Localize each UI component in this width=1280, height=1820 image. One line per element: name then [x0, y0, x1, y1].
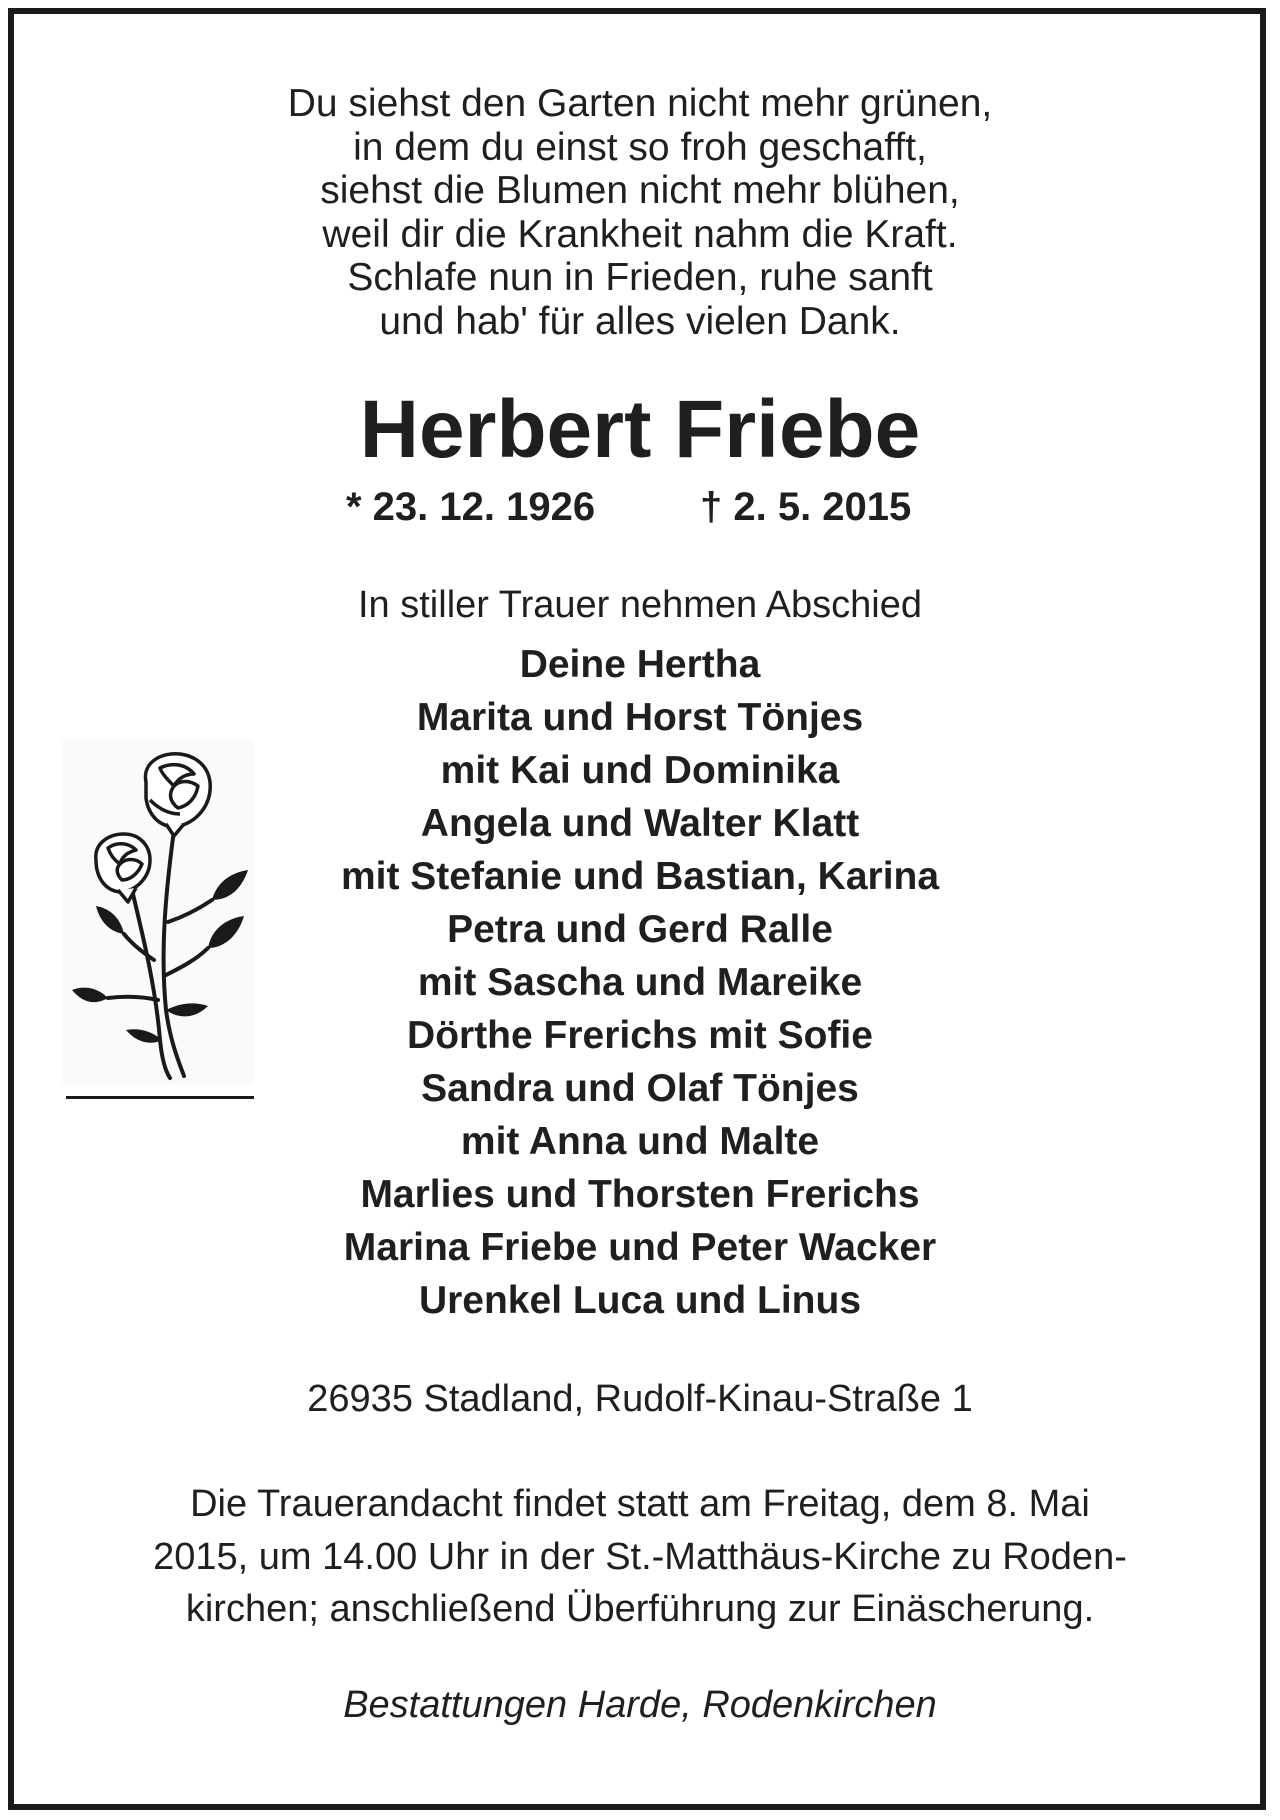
mourner-entry: Angela und Walter Klatt	[420, 802, 860, 845]
mourner-entry: Sandra und Olaf Tönjes	[421, 1067, 859, 1110]
service-line: Die Trauerandacht findet statt am Freitag, dem 8. Mai	[190, 1483, 1090, 1525]
service-line: 2015, um 14.00 Uhr in der St.-Matthäus-Kirche zu Roden-	[153, 1535, 1127, 1578]
life-dates	[0, 482, 1280, 532]
mourner-entry: Deine Hertha	[519, 643, 761, 686]
mourner-entry: Petra und Gerd Ralle	[447, 908, 833, 951]
service-line: kirchen; anschließend Überführung zur Einäscherung.	[185, 1588, 1095, 1630]
deceased-name: Herbert Friebe	[359, 384, 921, 475]
death-date: † 2. 5. 2015	[700, 485, 912, 529]
birth-date: * 23. 12. 1926	[346, 485, 596, 529]
poem-line: und hab' für alles vielen Dank.	[379, 299, 901, 343]
poem-line: Du siehst den Garten nicht mehr grünen,	[287, 82, 993, 125]
mourner-entry: mit Kai und Dominika	[440, 749, 840, 792]
mourner-entry: Dörthe Frerichs mit Sofie	[407, 1014, 873, 1057]
poem-line: in dem du einst so froh geschafft,	[353, 125, 927, 169]
mourner-entry: mit Stefanie und Bastian, Karina	[340, 855, 940, 898]
family-address: 26935 Stadland, Rudolf-Kinau-Straße 1	[307, 1378, 973, 1420]
rose-divider	[66, 1096, 254, 1099]
poem	[0, 82, 1280, 344]
poem-line: siehst die Blumen nicht mehr blühen,	[320, 169, 960, 213]
mourner-entry: mit Anna und Malte	[460, 1120, 820, 1163]
mourner-entry: Urenkel Luca und Linus	[418, 1279, 862, 1322]
poem-line: Schlafe nun in Frieden, ruhe sanft	[347, 256, 933, 300]
mourner-entry: Marina Friebe und Peter Wacker	[343, 1226, 937, 1269]
mourning-intro: In stiller Trauer nehmen Abschied	[358, 584, 922, 626]
mourner-entry: Marita und Horst Tönjes	[416, 696, 864, 739]
undertaker-credit: Bestattungen Harde, Rodenkirchen	[343, 1684, 937, 1726]
memorial-service-notice	[0, 1478, 1280, 1636]
rose-icon	[62, 740, 254, 1084]
poem-line: weil dir die Krankheit nahm die Kraft.	[322, 212, 958, 256]
mourner-entry: Marlies und Thorsten Frerichs	[360, 1173, 920, 1216]
mourner-entry: mit Sascha und Mareike	[417, 961, 863, 1004]
